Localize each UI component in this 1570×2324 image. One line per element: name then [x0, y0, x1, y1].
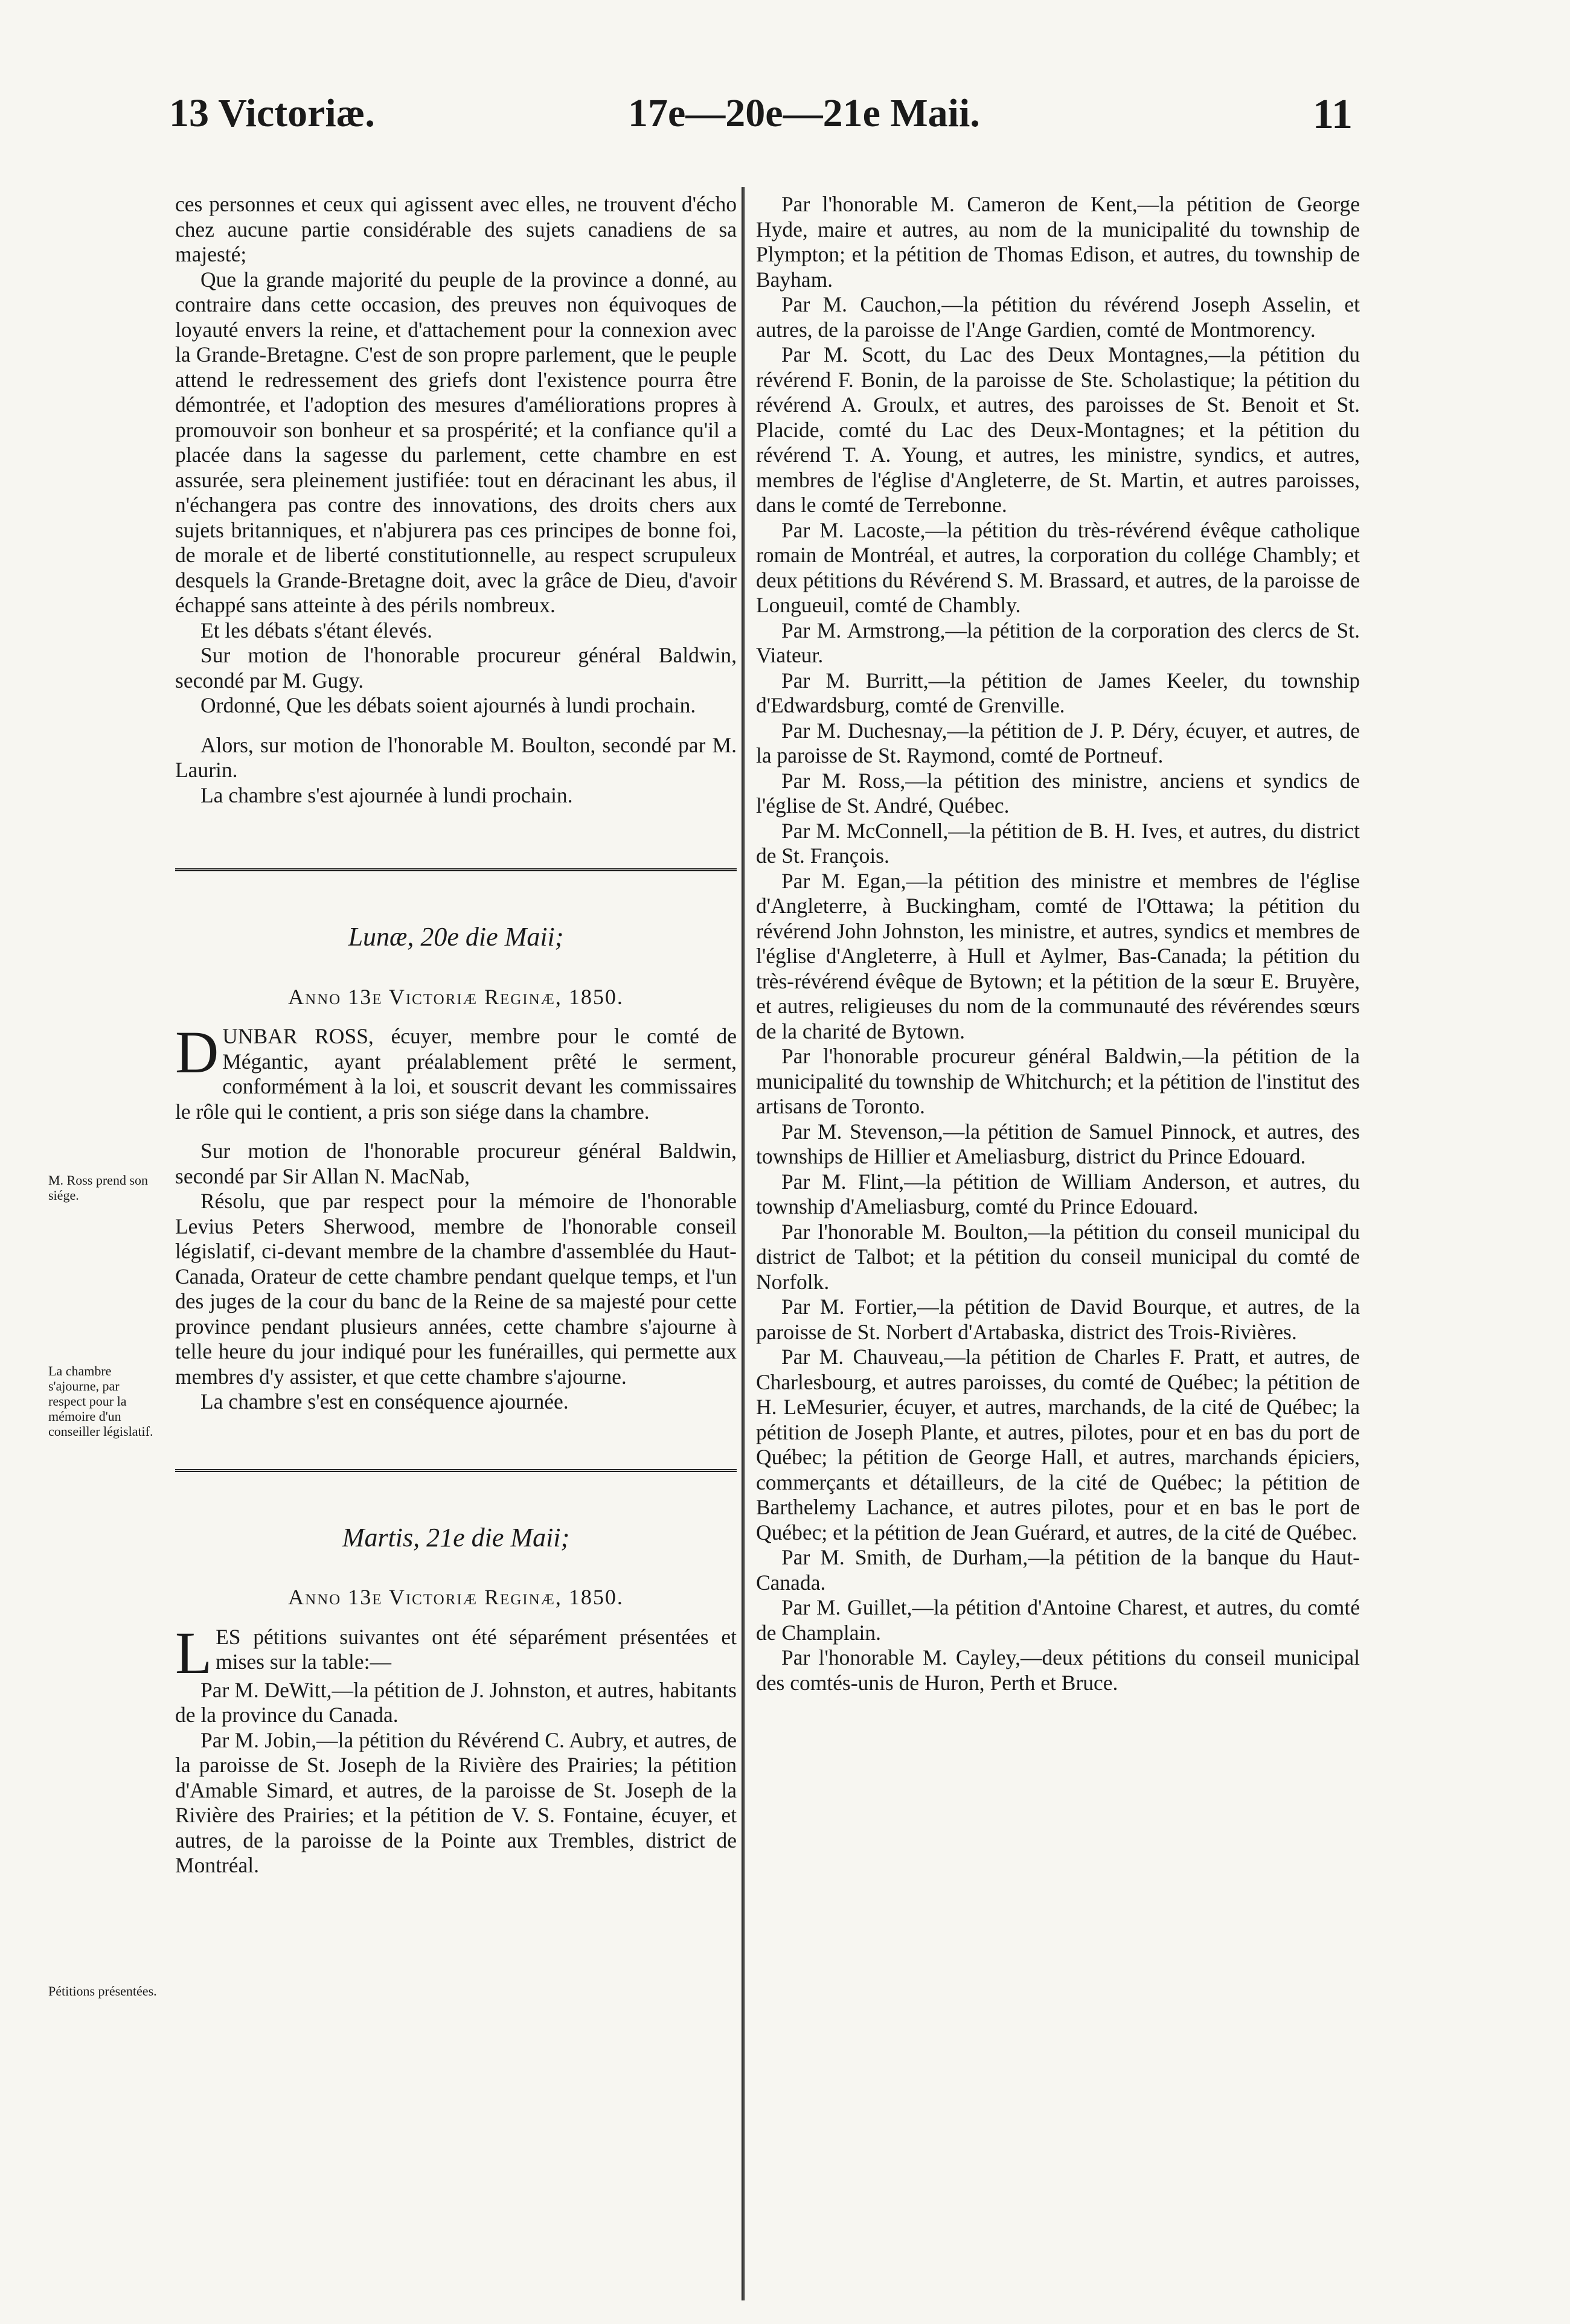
paragraph: Par M. Fortier,—la pétition de David Bourque, et autres, de la paroisse de St. Norbert d'Artabaska, district des Trois-Rivières. — [756, 1295, 1360, 1344]
paragraph: Sur motion de l'honorable procureur général Baldwin, secondé par M. Gugy. — [175, 643, 737, 693]
margin-note: Pétitions présentées. — [48, 1983, 157, 1999]
paragraph: La chambre s'est ajournée à lundi prochain. — [200, 783, 573, 807]
paragraph: Par M. Duchesnay,—la pétition de J. P. Déry, écuyer, et autres, de la paroisse de St. Raymond, comté de Portneuf. — [756, 718, 1360, 767]
paragraph: Et les débats s'étant élevés. — [200, 618, 432, 642]
paragraph-text: UNBAR ROSS, écuyer, membre pour le comté de Mégantic, ayant préalablement prêté le serment, conformément à la loi, et souscrit devant les commissaires le rôle qui le contient, a pris son siége dans la chambre. — [175, 1024, 737, 1124]
paragraph: La chambre s'est en conséquence ajournée. — [200, 1389, 569, 1413]
paragraph: Par M. McConnell,—la pétition de B. H. Ives, et autres, du district de St. François. — [756, 818, 1360, 868]
paragraph: Que la grande majorité du peuple de la province a donné, au contraire dans cette occasion, des preuves non équivoques de loyauté envers la reine, et d'attachement pour la connexion avec la Grande-Bretagne. C'est de son propre parlement, que le peuple attend le redressement des griefs dont l'existence pourra être démontrée, et l'adoption des mesures d'améliorations propres à promouvoir son bonheur et sa prospérité; et la confiance qu'il a placée dans la sagesse du parlement, cette chambre en est assurée, sera pleinement justifiée: tout en déracinant les abus, il n'échangera pas contre des innovations, des droits chers aux sujets britanniques, et n'abjurera pas ces principes de bonne foi, de morale et de liberté constitutionnelle, au respect scrupuleux desquels la Grande-Bretagne doit, avec la grâce de Dieu, d'avoir échappé sans atteinte à des périls nombreux. — [175, 267, 737, 617]
paragraph: Par M. Egan,—la pétition des ministre et membres de l'église d'Angleterre, à Buckingham, comté de l'Ottawa; la pétition du révérend John Johnston, les ministre, et autres, syndics et membres de l'église d'Angleterre, à Hull et Aylmer, Bas-Canada; la pétition du très-révérend évêque de Bytown; et la pétition de la sœur E. Bruyère, et autres, religieuses du nom de la communauté des révérendes sœurs de la charité de Bytown. — [756, 868, 1360, 1043]
paragraph: Par M. Scott, du Lac des Deux Montagnes,—la pétition du révérend F. Bonin, de la paroisse de Ste. Scholastique; la pétition du révérend A. Groulx, et autres, des paroisses de St. Benoit et St. Placide, comté du Lac des Deux-Montagnes; et la pétition du révérend T. A. Young, et autres, les ministre, syndics, et autres, membres de l'église d'Angleterre, de St. Martin, et autres paroisses, dans le comté de Terrebonne. — [756, 342, 1360, 517]
paragraph: Ordonné, Que les débats soient ajournés à lundi prochain. — [200, 693, 696, 717]
paragraph — [175, 1019, 737, 1124]
section-divider — [175, 1469, 737, 1472]
paragraph: Par l'honorable procureur général Baldwin,—la pétition de la municipalité du township de Whitchurch; et la pétition de l'institut des artisans de Toronto. — [756, 1044, 1360, 1118]
paragraph: Par M. Stevenson,—la pétition de Samuel Pinnock, et autres, des townships de Hillier et Ameliasburg, district du Prince Edouard. — [756, 1119, 1360, 1168]
paragraph: Par M. Lacoste,—la pétition du très-révérend évêque catholique romain de Montréal, et autres, la corporation du collége Chambly; et deux pétitions du Révérend S. M. Brassard, et autres, de la paroisse de Longueuil, comté de Chambly. — [756, 517, 1360, 617]
left-column — [175, 192, 737, 1878]
paragraph: Par l'honorable M. Boulton,—la pétition du conseil municipal du district de Talbot; et la pétition du conseil municipal du comté de Norfolk. — [756, 1219, 1360, 1294]
paragraph: Alors, sur motion de l'honorable M. Boulton, secondé par M. Laurin. — [175, 732, 737, 782]
paragraph: Par l'honorable M. Cayley,—deux pétitions du conseil municipal des comtés-unis de Huron, Perth et Bruce. — [756, 1645, 1360, 1695]
paragraph: Par M. Smith, de Durham,—la pétition de la banque du Haut-Canada. — [756, 1545, 1360, 1595]
paragraph: Par M. Chauveau,—la pétition de Charles F. Pratt, et autres, de Charlesbourg, et autres paroisses, du comté de Québec; la pétition de H. LeMesurier, écuyer, et autres, marchands, de la cité de Québec; la pétition de Joseph Plante, et autres, pilotes, pour et en bas du port de Québec; la pétition de George Hall, et autres, marchands épiciers, commerçants et détailleurs, de la cité de Québec; la pétition de Barthelemy Lachance, et autres pilotes, pour et en bas le port de Québec; et la pétition de Jean Guérard, et autres, de la cité de Québec. — [756, 1345, 1360, 1545]
right-column — [756, 192, 1360, 1695]
header-regnal-year: 13 Victoriæ. — [169, 91, 375, 135]
paragraph: Par M. Armstrong,—la pétition de la corporation des clercs de St. Viateur. — [756, 618, 1360, 667]
paragraph: Par M. Jobin,—la pétition du Révérend C. Aubry, et autres, de la paroisse de St. Joseph de la Rivière des Prairies; la pétition d'Amable Simard, et autres, de la paroisse de St. Joseph de la Rivière des Prairies; et la pétition de V. S. Fontaine, écuyer, et autres, de la paroisse de la Pointe aux Trembles, district de Montréal. — [175, 1727, 737, 1877]
margin-note: M. Ross prend son siége. — [48, 1173, 149, 1203]
paragraph: Par M. Burritt,—la pétition de James Keeler, du township d'Edwardsburg, comté de Grenville. — [756, 668, 1360, 717]
paragraph: Par M. Ross,—la pétition des ministre, anciens et syndics de l'église de St. André, Québec. — [756, 768, 1360, 818]
paragraph: Par l'honorable M. Cameron de Kent,—la pétition de George Hyde, maire et autres, au nom de la municipalité du township de Plympton; et la pétition de Thomas Edison, et autres, du township de Bayham. — [756, 192, 1360, 292]
day-heading: Martis, 21e die Maii; — [342, 1522, 570, 1552]
margin-note: La chambre s'ajourne, par respect pour la mémoire d'un conseiller législatif. — [48, 1363, 153, 1439]
day-heading: Lunæ, 20e die Maii; — [348, 922, 564, 952]
drop-cap: L — [175, 1619, 213, 1686]
paragraph: Par M. Flint,—la pétition de William Anderson, et autres, du township d'Ameliasburg, comté du Prince Edouard. — [756, 1169, 1360, 1218]
column-divider — [742, 187, 745, 2300]
running-header — [169, 91, 1353, 145]
drop-cap: D — [175, 1019, 219, 1086]
paragraph: Résolu, que par respect pour la mémoire de l'honorable Levius Peters Sherwood, membre de l'honorable conseil législatif, ci-devant membre de la chambre d'assemblée du Haut-Canada, Orateur de cette chambre pendant quelque temps, et l'un des juges de la cour du banc de la Reine de sa majesté pour cette province pendant plusieurs années, cette chambre s'ajourne à telle heure du jour indiqué pour les funérailles, qui permette aux membres d'y assister, et que cette chambre s'ajourne. — [175, 1189, 737, 1389]
paragraph-text: ES pétitions suivantes ont été séparément présentées et mises sur la table:— — [216, 1624, 737, 1674]
paragraph — [175, 1619, 737, 1686]
paragraph: Par M. DeWitt,—la pétition de J. Johnston, et autres, habitants de la province du Canada. — [175, 1677, 737, 1727]
regnal-date: Anno 13e Victoriæ Reginæ, 1850. — [288, 984, 624, 1009]
header-dates: 17e—20e—21e Maii. — [628, 91, 980, 135]
paragraph: Par M. Guillet,—la pétition d'Antoine Charest, et autres, du comté de Champlain. — [756, 1595, 1360, 1645]
paragraph: Par M. Cauchon,—la pétition du révérend Joseph Asselin, et autres, de la paroisse de l'Ange Gardien, comté de Montmorency. — [756, 292, 1360, 342]
paragraph: ces personnes et ceux qui agissent avec elles, ne trouvent d'écho chez aucune partie considérable des sujets canadiens de sa majesté; — [175, 192, 737, 266]
section-divider — [175, 868, 737, 871]
page-number: 11 — [1312, 91, 1353, 138]
regnal-date: Anno 13e Victoriæ Reginæ, 1850. — [288, 1585, 624, 1609]
paragraph: Sur motion de l'honorable procureur général Baldwin, secondé par Sir Allan N. MacNab, — [175, 1139, 737, 1188]
